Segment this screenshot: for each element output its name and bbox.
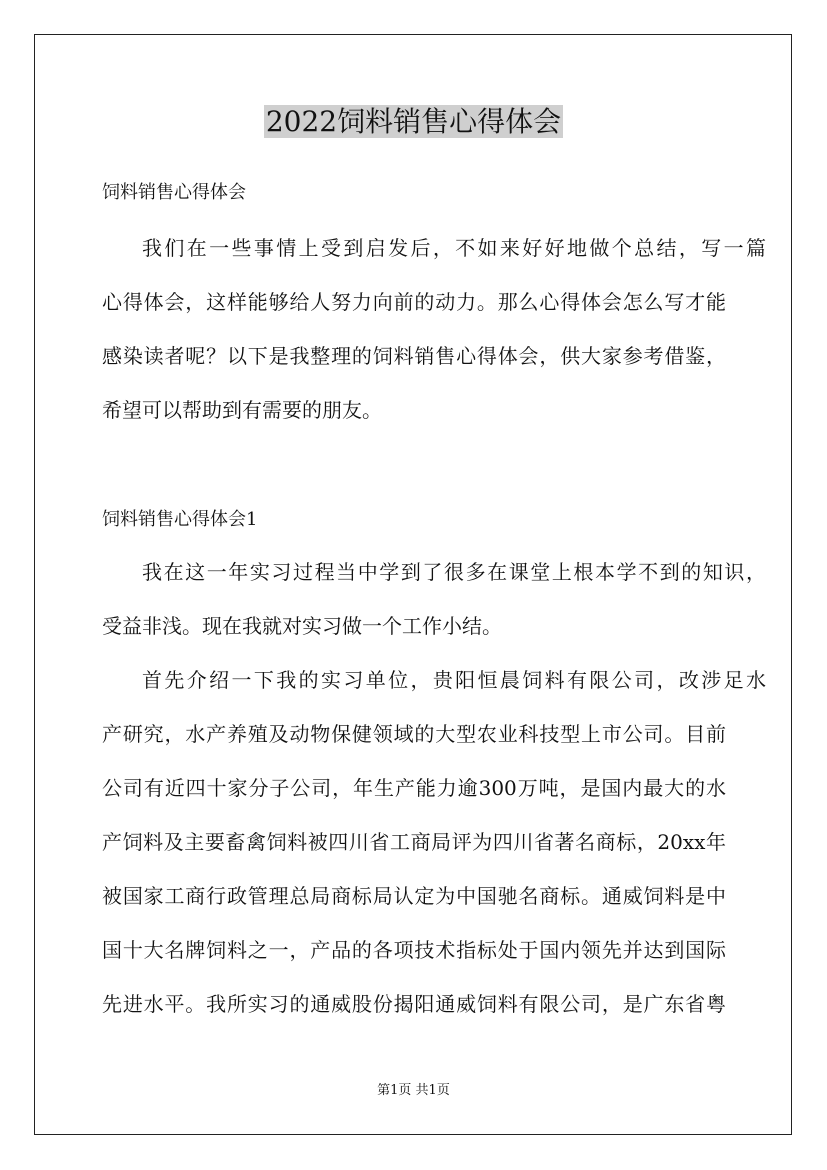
para2-line-1: 首先介绍一下我的实习单位，贵阳恒晨饲料有限公司，改涉足水 <box>142 668 766 692</box>
section1-heading: 饲料销售心得体会1 <box>102 509 258 530</box>
para1-line-2: 受益非浅。现在我就对实习做一个工作小结。 <box>102 614 502 638</box>
document-title: 2022饲料销售心得体会 <box>265 105 562 138</box>
intro-line-2: 心得体会，这样能够给人努力向前的动力。那么心得体会怎么写才能 <box>102 290 726 314</box>
intro-heading: 饲料销售心得体会 <box>102 182 246 203</box>
para2-line-6: 国十大名牌饲料之一，产品的各项技术指标处于国内领先并达到国际 <box>102 938 726 962</box>
intro-line-1: 我们在一些事情上受到启发后，不如来好好地做个总结，写一篇 <box>142 236 766 260</box>
para2-line-4: 产饲料及主要畜禽饲料被四川省工商局评为四川省著名商标，20xx年 <box>102 830 726 854</box>
para2-line-3: 公司有近四十家分子公司，年生产能力逾300万吨，是国内最大的水 <box>102 776 726 800</box>
para2-line-7: 先进水平。我所实习的通威股份揭阳通威饲料有限公司，是广东省粤 <box>102 992 726 1016</box>
page-footer: 第1页 共1页 <box>377 1083 450 1098</box>
para2-line-2: 产研究，水产养殖及动物保健领域的大型农业科技型上市公司。目前 <box>102 722 726 746</box>
intro-line-3: 感染读者呢？以下是我整理的饲料销售心得体会，供大家参考借鉴， <box>102 344 726 368</box>
para2-line-5: 被国家工商行政管理总局商标局认定为中国驰名商标。通威饲料是中 <box>102 884 726 908</box>
intro-line-4: 希望可以帮助到有需要的朋友。 <box>102 398 382 422</box>
para1-line-1: 我在这一年实习过程当中学到了很多在课堂上根本学不到的知识， <box>142 560 766 584</box>
